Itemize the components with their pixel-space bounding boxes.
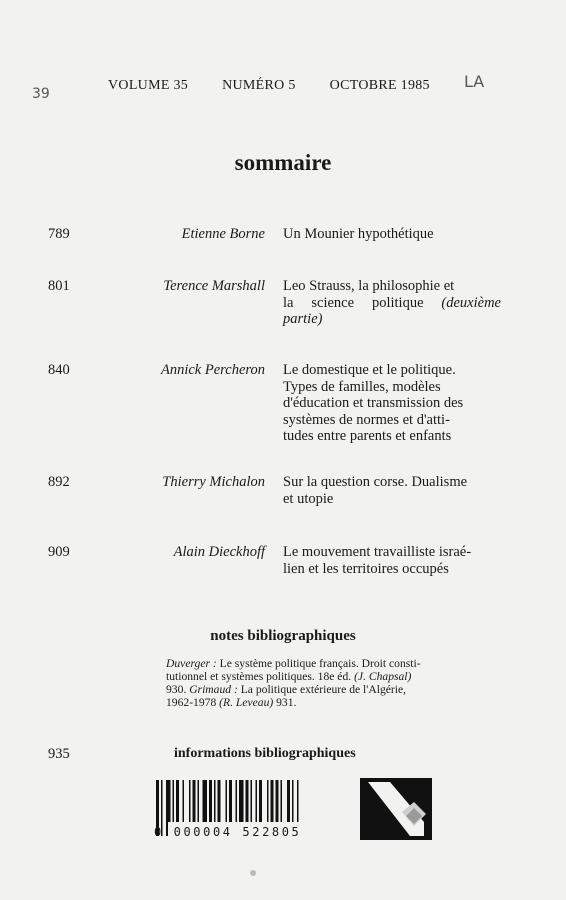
- toc-author: Annick Percheron: [160, 362, 265, 378]
- toc-page-number: 801: [48, 278, 70, 294]
- page-title: sommaire: [234, 150, 332, 175]
- notes-line: [166, 670, 503, 683]
- article-title-line: lien et les territoires occupés: [283, 560, 449, 577]
- note-text: La politique extérieure de l'Algérie,: [237, 683, 407, 696]
- note-reviewer: (R. Leveau): [219, 696, 274, 709]
- toc-article-title: [283, 544, 501, 577]
- notes-line: [166, 696, 503, 709]
- toc-author: Etienne Borne: [181, 226, 265, 242]
- toc-page-number: 840: [48, 362, 70, 378]
- toc-page-number: 892: [48, 474, 70, 490]
- article-title-line: la science politique: [283, 294, 442, 311]
- note-text: 1962-1978: [166, 696, 220, 709]
- toc-author: Alain Dieckhoff: [173, 544, 265, 560]
- article-title-line: Un Mounier hypothétique: [283, 226, 434, 242]
- article-title-italic: (deuxième partie): [283, 294, 501, 327]
- note-text: tutionnel et systèmes politiques. 18e éd.: [166, 670, 355, 683]
- note-reviewer: (J. Chapsal): [354, 670, 412, 683]
- note-text: 931.: [273, 696, 297, 709]
- article-title-line: Leo Strauss, la philosophie et: [283, 278, 455, 294]
- toc-article-title: [283, 278, 501, 328]
- handwritten-note-right: LA: [464, 72, 485, 91]
- publisher-logo-icon: [360, 778, 432, 840]
- toc-page-number: 789: [48, 226, 70, 242]
- notes-line: [166, 657, 503, 670]
- article-title-line: Types de familles, modèles: [283, 378, 441, 395]
- volume-label: VOLUME 35: [108, 78, 189, 93]
- toc-article-title: [283, 362, 501, 445]
- article-title-line: Le domestique et le politique.: [283, 362, 456, 378]
- toc-article-title: [283, 474, 501, 507]
- article-title-line: systèmes de normes et d'atti-: [283, 411, 450, 428]
- info-heading: informations bibliographiques: [174, 746, 356, 761]
- issue-header: [108, 78, 448, 94]
- article-title-line: tudes entre parents et enfants: [283, 428, 452, 444]
- toc-article-title: [283, 226, 501, 243]
- toc-page-number: 909: [48, 544, 70, 560]
- toc-author: Thierry Michalon: [162, 474, 265, 490]
- note-author: Grimaud :: [189, 683, 238, 696]
- notes-heading: notes bibliographiques: [210, 628, 356, 644]
- info-page-number: 935: [48, 746, 70, 762]
- article-title-line: et utopie: [283, 490, 334, 507]
- article-title-line: d'éducation et transmission des: [283, 395, 464, 411]
- numero-label: NUMÉRO 5: [222, 78, 296, 93]
- notes-line: [166, 683, 503, 696]
- note-text: Le système politique français. Droit consti-: [216, 657, 421, 670]
- toc-author: Terence Marshall: [163, 278, 265, 294]
- handwritten-note-left: 39: [32, 86, 50, 102]
- date-label: OCTOBRE 1985: [329, 78, 430, 93]
- barcode-digits: 0 000004 522805: [154, 825, 302, 839]
- article-title-line: Sur la question corse. Dualisme: [283, 474, 468, 490]
- note-text: 930.: [166, 683, 190, 696]
- note-author: Duverger :: [166, 657, 217, 670]
- notes-body: [166, 657, 503, 709]
- article-title-line: Le mouvement travailliste israé-: [283, 544, 472, 560]
- decorative-dot: [250, 870, 256, 876]
